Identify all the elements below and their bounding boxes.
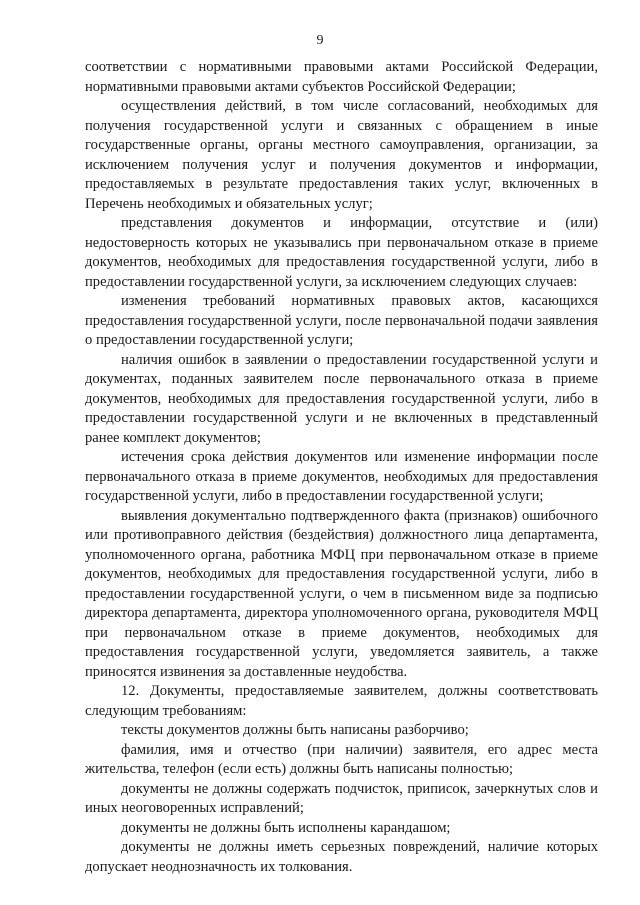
paragraph: документы не должны содержать подчисток, приписок, зачеркнутых слов и иных неоговоренных исправлений; <box>85 780 598 816</box>
paragraph: изменения требований нормативных правовых актов, касающихся предоставления государственной услуги, после первоначальной подачи заявления о предоставлении государственной услуги; <box>85 293 598 348</box>
paragraph: наличия ошибок в заявлении о предоставлении государственной услуги и документах, поданных заявителем после первоначального отказа в приеме документов, необходимых для предоставления государственной услуги, либо в предоставлении государственной услуги и не включенных в представленный ранее комплект документов; <box>85 351 598 446</box>
paragraph: выявления документально подтвержденного факта (признаков) ошибочного или противоправного действия (бездействия) должностного лица департамента, уполномоченного органа, работника МФЦ при первоначальном отказе в приеме документов, необходимых для предоставления государственной услуги, либо в предоставлении государственной услуги, о чем в письменном виде за подписью директора департамента, директора уполномоченного органа, руководителя МФЦ при первоначальном отказе в приеме документов, необходимых для предоставления государственной услуги, уведомляется заявитель, а также приносятся извинения за доставленные неудобства. <box>85 507 598 680</box>
paragraph: истечения срока действия документов или изменение информации после первоначального отказа в приеме документов, необходимых для предоставления государственной услуги, либо в предоставлении государственной услуги; <box>85 449 598 504</box>
paragraph: фамилия, имя и отчество (при наличии) заявителя, его адрес места жительства, телефон (если есть) должны быть написаны полностью; <box>85 741 598 777</box>
section-12-heading-paragraph: 12. Документы, предоставляемые заявителем, должны соответствовать следующим требованиям: <box>85 683 598 719</box>
paragraph: документы не должны иметь серьезных повреждений, наличие которых допускает неоднозначность их толкования. <box>85 839 598 875</box>
page-number: 9 <box>316 33 324 48</box>
paragraph-continuation: соответствии с нормативными правовыми актами Российской Федерации, нормативными правовыми актами субъектов Российской Федерации; <box>85 59 598 95</box>
paragraph: тексты документов должны быть написаны разборчиво; <box>121 722 469 738</box>
paragraph: осуществления действий, в том числе согласований, необходимых для получения государственной услуги и связанных с обращением в иные государственные органы, органы местного самоуправления, организации, за исключением получения услуг и получения документов и информации, предоставляемых в результате предоставления таких услуг, включенных в Перечень необходимых и обязательных услуг; <box>85 98 598 212</box>
paragraph: представления документов и информации, отсутствие и (или) недостоверность которых не указывались при первоначальном отказе в приеме документов, необходимых для предоставления государственной услуги, либо в предоставлении государственной услуги, за исключением следующих случаев: <box>85 215 598 290</box>
document-body <box>85 58 598 877</box>
paragraph: документы не должны быть исполнены карандашом; <box>121 819 451 836</box>
